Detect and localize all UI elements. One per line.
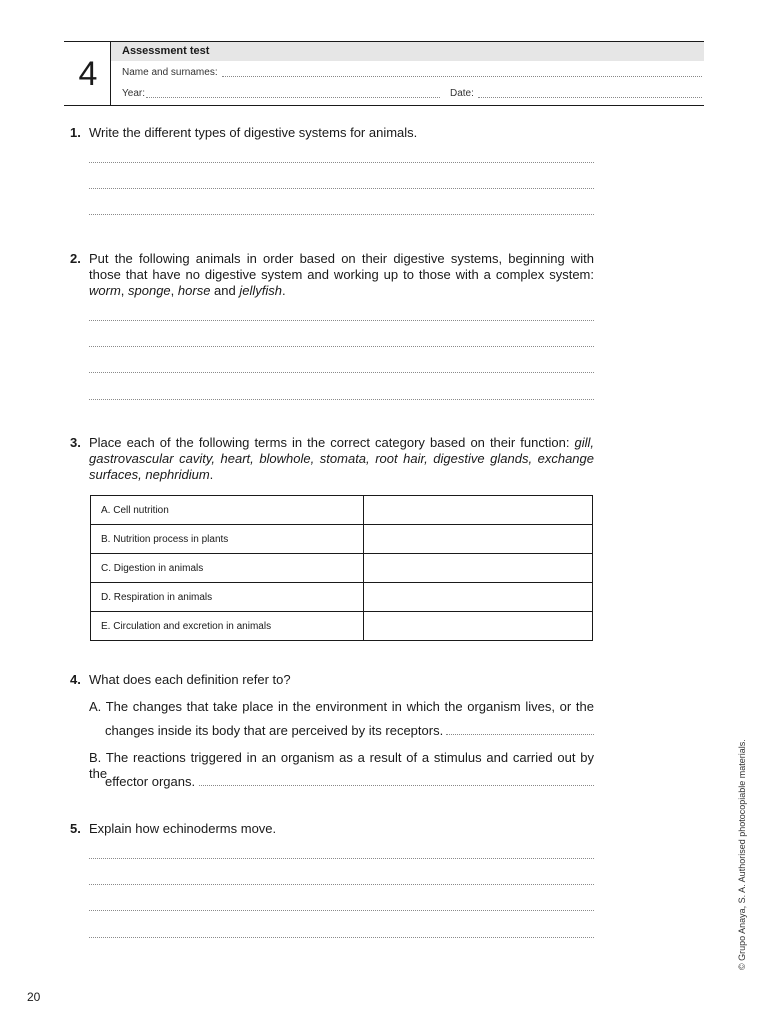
answer-line[interactable] bbox=[89, 884, 594, 885]
table-row bbox=[91, 583, 593, 612]
definition-line: B. The reactions triggered in an organism as a result of a stimulus and carried out by the bbox=[89, 750, 594, 781]
answer-cell[interactable] bbox=[364, 525, 593, 554]
date-field[interactable] bbox=[478, 97, 702, 98]
question-number: 3. bbox=[70, 435, 81, 450]
answer-line[interactable] bbox=[89, 372, 594, 373]
answer-line[interactable] bbox=[89, 858, 594, 859]
answer-line[interactable] bbox=[89, 910, 594, 911]
answer-line[interactable] bbox=[89, 320, 594, 321]
question-number: 2. bbox=[70, 251, 81, 266]
page-number: 20 bbox=[27, 990, 41, 1004]
terms-list: gill, gastrovascular cavity, heart, blowhole, stomata, root hair, digestive glands, exchange surfaces, nephridium bbox=[89, 435, 594, 482]
answer-line[interactable] bbox=[89, 188, 594, 189]
definition-line: A. The changes that take place in the environment in which the organism lives, or the bbox=[89, 699, 594, 714]
date-label: Date: bbox=[450, 88, 474, 99]
animal-item: jellyfish bbox=[239, 283, 282, 298]
copyright-note: © Grupo Anaya, S. A. Authorised photocopiable materials. bbox=[737, 739, 747, 970]
year-field[interactable] bbox=[146, 97, 440, 98]
answer-line[interactable] bbox=[89, 937, 594, 938]
category-label: B. Nutrition process in plants bbox=[91, 525, 364, 554]
definition-line: changes inside its body that are perceived by its receptors. bbox=[105, 723, 444, 738]
question-text: What does each definition refer to? bbox=[89, 672, 291, 687]
answer-cell[interactable] bbox=[364, 554, 593, 583]
answer-cell[interactable] bbox=[364, 612, 593, 641]
header-divider bbox=[110, 41, 111, 105]
answer-cell[interactable] bbox=[364, 583, 593, 612]
question-number: 1. bbox=[70, 125, 81, 140]
question-number: 4. bbox=[70, 672, 81, 687]
answer-line[interactable] bbox=[89, 346, 594, 347]
table-row bbox=[91, 554, 593, 583]
answer-cell[interactable] bbox=[364, 496, 593, 525]
question-text: Place each of the following terms in the correct category based on their function: gill, gastrovascular cavity, heart, blowhole, stomata, root hair, digestive glands, exchange surfaces, nephridium. bbox=[89, 435, 594, 482]
name-label: Name and surnames: bbox=[122, 67, 218, 78]
answer-line[interactable] bbox=[89, 399, 594, 400]
question-text: Put the following animals in order based on their digestive systems, beginning with those that have no digestive system and working up to those with a complex system: worm, sponge, horse and jellyfish. bbox=[89, 251, 594, 298]
animal-item: horse bbox=[177, 283, 211, 298]
answer-line[interactable] bbox=[446, 734, 594, 735]
category-label: C. Digestion in animals bbox=[91, 554, 364, 583]
unit-number: 4 bbox=[78, 55, 98, 93]
header-bottom-rule bbox=[64, 105, 704, 106]
year-label: Year: bbox=[122, 88, 145, 99]
question-text: Write the different types of digestive systems for animals. bbox=[89, 125, 418, 140]
category-label: A. Cell nutrition bbox=[91, 496, 364, 525]
definition-line: effector organs. bbox=[105, 774, 196, 789]
category-table bbox=[90, 495, 593, 641]
name-field[interactable] bbox=[222, 76, 702, 77]
answer-line[interactable] bbox=[89, 162, 594, 163]
category-label: D. Respiration in animals bbox=[91, 583, 364, 612]
test-title: Assessment test bbox=[122, 45, 210, 57]
table-row bbox=[91, 612, 593, 641]
animal-item: worm bbox=[89, 283, 121, 298]
question-text: Explain how echinoderms move. bbox=[89, 821, 277, 836]
question-number: 5. bbox=[70, 821, 81, 836]
answer-line[interactable] bbox=[199, 785, 594, 786]
category-label: E. Circulation and excretion in animals bbox=[91, 612, 364, 641]
animal-item: sponge bbox=[128, 283, 171, 298]
table-row bbox=[91, 496, 593, 525]
table-row bbox=[91, 525, 593, 554]
answer-line[interactable] bbox=[89, 214, 594, 215]
